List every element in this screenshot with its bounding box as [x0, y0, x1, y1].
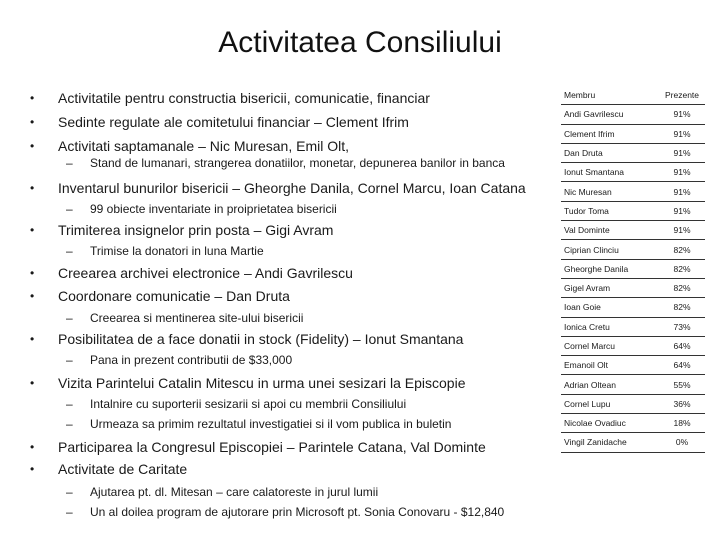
member-name: Nic Muresan [561, 182, 659, 201]
bullet-marker: • [30, 440, 35, 454]
table-row [561, 336, 705, 355]
sub-bullet-item: Urmeaza sa primim rezultatul investigatiei si il vom publica in buletin [90, 417, 452, 431]
table-row [561, 375, 705, 394]
table-row [561, 414, 705, 433]
bullet-marker: • [30, 266, 35, 280]
member-name: Gigel Avram [561, 278, 659, 297]
bullet-item: Coordonare comunicatie – Dan Druta [58, 288, 290, 304]
attendance-value: 82% [659, 259, 705, 278]
member-name: Ciprian Clinciu [561, 240, 659, 259]
attendance-value: 73% [659, 317, 705, 336]
member-name: Emanoil Olt [561, 356, 659, 375]
bullet-item: Vizita Parintelui Catalin Mitescu in urma unei sesizari la Episcopie [58, 375, 466, 391]
bullet-item: Activitate de Caritate [58, 461, 188, 477]
attendance-value: 91% [659, 201, 705, 220]
table-row [561, 394, 705, 413]
dash-marker: – [66, 417, 73, 431]
member-name: Tudor Toma [561, 201, 659, 220]
member-name: Ionut Smantana [561, 163, 659, 182]
bullet-marker: • [30, 181, 35, 195]
dash-marker: – [66, 244, 73, 258]
attendance-value: 82% [659, 240, 705, 259]
member-name: Nicolae Ovadiuc [561, 414, 659, 433]
dash-marker: – [66, 156, 73, 170]
table-row [561, 143, 705, 162]
attendance-table [561, 86, 705, 453]
attendance-value: 18% [659, 414, 705, 433]
member-name: Andi Gavrilescu [561, 105, 659, 124]
member-name: Dan Druta [561, 143, 659, 162]
bullet-marker: • [30, 462, 35, 476]
attendance-value: 91% [659, 182, 705, 201]
table-row [561, 240, 705, 259]
attendance-value: 91% [659, 105, 705, 124]
sub-bullet-item: Stand de lumanari, strangerea donatiilor, monetar, depunerea banilor in banca [90, 156, 505, 170]
table-row [561, 259, 705, 278]
header-member: Membru [561, 86, 659, 105]
table-row [561, 221, 705, 240]
dash-marker: – [66, 353, 73, 367]
member-name: Cornel Marcu [561, 336, 659, 355]
member-name: Val Dominte [561, 221, 659, 240]
bullet-marker: • [30, 332, 35, 346]
bullet-marker: • [30, 115, 35, 129]
bullet-item: Posibilitatea de a face donatii in stock (Fidelity) – Ionut Smantana [58, 331, 464, 347]
attendance-value: 64% [659, 356, 705, 375]
attendance-value: 55% [659, 375, 705, 394]
attendance-value: 91% [659, 143, 705, 162]
member-name: Gheorghe Danila [561, 259, 659, 278]
dash-marker: – [66, 397, 73, 411]
dash-marker: – [66, 485, 73, 499]
attendance-value: 0% [659, 433, 705, 452]
attendance-value: 91% [659, 124, 705, 143]
bullet-marker: • [30, 376, 35, 390]
sub-bullet-item: Trimise la donatori in luna Martie [90, 244, 264, 258]
bullet-item: Sedinte regulate ale comitetului financiar – Clement Ifrim [58, 114, 409, 130]
table-row [561, 182, 705, 201]
sub-bullet-item: Intalnire cu suporterii sesizarii si apoi cu membrii Consiliului [90, 397, 407, 411]
table-row [561, 124, 705, 143]
slide-title: Activitatea Consiliului [218, 26, 502, 59]
table-row [561, 163, 705, 182]
dash-marker: – [66, 505, 73, 519]
sub-bullet-item: Pana in prezent contributii de $33,000 [90, 353, 293, 367]
member-name: Ionica Cretu [561, 317, 659, 336]
dash-marker: – [66, 202, 73, 216]
attendance-value: 91% [659, 221, 705, 240]
bullet-marker: • [30, 289, 35, 303]
attendance-value: 82% [659, 298, 705, 317]
table-row [561, 298, 705, 317]
bullet-item: Activitatile pentru constructia bisericii, comunicatie, financiar [58, 90, 430, 106]
bullet-marker: • [30, 139, 35, 153]
table-row [561, 433, 705, 452]
attendance-value: 91% [659, 163, 705, 182]
bullet-item: Creearea archivei electronice – Andi Gavrilescu [58, 265, 353, 281]
attendance-value: 36% [659, 394, 705, 413]
dash-marker: – [66, 311, 73, 325]
member-name: Clement Ifrim [561, 124, 659, 143]
table-row [561, 278, 705, 297]
sub-bullet-item: Un al doilea program de ajutorare prin Microsoft pt. Sonia Conovaru - $12,840 [90, 505, 505, 519]
sub-bullet-item: 99 obiecte inventariate in proiprietatea bisericii [90, 202, 337, 216]
table-header-row [561, 86, 705, 105]
sub-bullet-item: Ajutarea pt. dl. Mitesan – care calatoreste in jurul lumii [90, 485, 379, 499]
table-row [561, 317, 705, 336]
bullet-item: Activitati saptamanale – Nic Muresan, Emil Olt, [58, 138, 349, 154]
sub-bullet-item: Creearea si mentinerea site-ului bisericii [90, 311, 304, 325]
bullet-item: Trimiterea insignelor prin posta – Gigi Avram [58, 222, 334, 238]
bullet-marker: • [30, 91, 35, 105]
member-name: Vingil Zanidache [561, 433, 659, 452]
table-row [561, 356, 705, 375]
member-name: Adrian Oltean [561, 375, 659, 394]
table-row [561, 201, 705, 220]
member-name: Cornel Lupu [561, 394, 659, 413]
table-row [561, 105, 705, 124]
member-name: Ioan Goie [561, 298, 659, 317]
header-attendance: Prezente [659, 86, 705, 105]
attendance-value: 82% [659, 278, 705, 297]
bullet-marker: • [30, 223, 35, 237]
attendance-value: 64% [659, 336, 705, 355]
bullet-item: Inventarul bunurilor bisericii – Gheorghe Danila, Cornel Marcu, Ioan Catana [58, 180, 526, 196]
bullet-item: Participarea la Congresul Episcopiei – Parintele Catana, Val Dominte [58, 439, 486, 455]
